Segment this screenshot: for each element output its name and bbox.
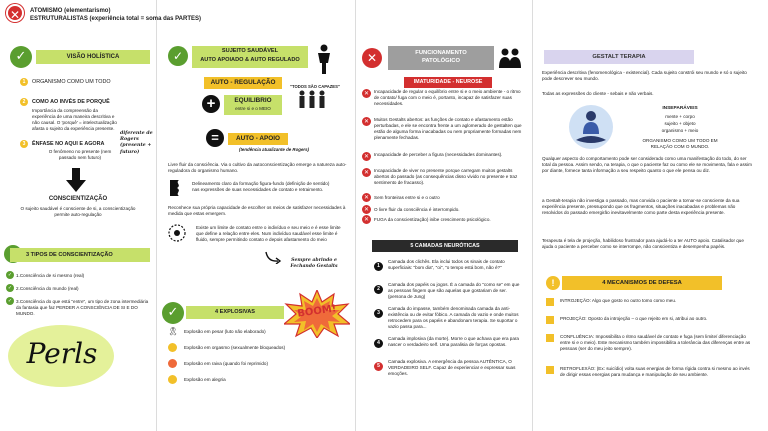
mechanism-bullet xyxy=(546,298,554,306)
number-badge-3: 3 xyxy=(20,140,28,148)
saudavel-p2: Delineamento claro da formação figura-fundo (definição de sentido) nas expressões de suas necessidades de contato e retraimento. xyxy=(192,181,330,192)
x-icon: ✕ xyxy=(362,48,382,68)
camada-4: Camada implosiva (da morte). Morre o que achava que era para nascer o verdadeiro self. Uma paralisia de forças opostas. xyxy=(388,336,519,347)
figure-ground-icon xyxy=(170,180,188,196)
section-title-4-explosivas: 4 EXPLOSIVAS xyxy=(186,306,284,319)
title-line2: AUTO APOIADO & AUTO REGULADO xyxy=(200,56,300,63)
people-icon xyxy=(498,48,522,68)
mechanism-bullet xyxy=(546,316,554,324)
item-aqui-agora: ÊNFASE NO AQUI E AGORA xyxy=(32,141,105,147)
section-title-gestalt-terapia: GESTALT TERAPIA xyxy=(544,50,694,64)
x-icon: ✕ xyxy=(363,169,370,176)
mechanism-bullet xyxy=(546,366,554,374)
column-divider xyxy=(355,0,356,431)
tipo-2: 2.Consciência do mundo (real) xyxy=(16,286,79,291)
inseparavel-3: organismo + meio xyxy=(661,128,699,133)
item-organismo: ORGANISMO COMO UM TODO xyxy=(32,79,111,85)
inseparavel-2: sujeito + objeto xyxy=(664,121,696,126)
x-icon: ✕ xyxy=(363,194,370,201)
section-title-5-camadas: 5 CAMADAS NEURÓTICAS xyxy=(372,240,518,252)
gt-p2: Todas as expressões do cliente - sebais e não verbais. xyxy=(542,91,654,96)
section-title-sujeito-saudavel xyxy=(192,46,308,68)
x-icon: ✕ xyxy=(363,206,370,213)
patologico-3: Incapacidade de perceber a figura (necessidades dominantes). xyxy=(374,152,503,157)
mecanismo-projecao: PROJEÇÃO: Oposto da introjeção – o que rejeito em si, atribui ao outro. xyxy=(560,316,708,321)
explosao-alegria: Explosão em alegria xyxy=(184,377,226,382)
imaturidade-bar: IMATURIDADE - NEUROSE xyxy=(404,77,492,88)
check-icon: ✓ xyxy=(7,298,13,304)
organismo-todo: ORGANISMO COMO UM TODO EM RELAÇÃO COM O MUNDO. xyxy=(642,138,718,149)
warning-icon: ! xyxy=(546,276,560,290)
person-icon xyxy=(316,44,332,74)
check-icon: ✓ xyxy=(7,272,13,278)
explosao-pesar: Explosão em pesar (luto não elaborado) xyxy=(184,329,266,334)
title-line1: SUJEITO SAUDÁVEL xyxy=(221,48,279,54)
patologico-7: FUGA da conscientização) inibe crescimento psicológico. xyxy=(374,217,491,222)
x-icon: ✕ xyxy=(363,90,370,97)
arrow-down-icon xyxy=(66,168,86,192)
number-badge-1: 1 xyxy=(20,78,28,86)
todos-capazes: "TODOS SÃO CAPAZES" xyxy=(290,84,340,89)
mecanismo-introjecao: INTROJEÇÃO: Algo que gosto no outro tomo como meu. xyxy=(560,298,677,303)
group-icon xyxy=(296,90,328,108)
x-icon: ✕ xyxy=(363,153,370,160)
x-icon: ✕ xyxy=(363,216,370,223)
patologico-2: Muitos Gestalts abertos: as funções de contato e afastamento estão perturbadas, e ele se encontra frente a um aglomerado de gestalten que estão de alguma forma inacabadas ou nem propriamente formadas nem plenamente fechadas. xyxy=(374,117,522,140)
conscientizacao-title: CONSCIENTIZAÇÃO xyxy=(48,196,108,202)
explosao-orgasmo: Explosão em orgasmo (sexualmente bloqueados) xyxy=(184,345,286,350)
plus-icon: + xyxy=(202,95,220,113)
number-badge-1: 1 xyxy=(374,262,383,271)
number-badge-2: 2 xyxy=(20,98,28,106)
boom-text: BOOM! xyxy=(296,303,338,320)
check-icon: ✓ xyxy=(10,46,32,68)
mecanismo-confluencia: CONFLUÊNCIA: Impossibilita o ritmo saudável de contato e fuga (sem limite/ diferenciação entre si e o meio). Este mecanismo também impossibilita a tolerância das diferenças entre as pessoas (ser do meu jeito sempre). xyxy=(560,334,751,351)
contact-boundary-icon xyxy=(168,224,186,242)
autoregulacao-bar: AUTO - REGULAÇÃO xyxy=(204,77,282,89)
check-icon: ✓ xyxy=(162,302,184,324)
equilibrio-sub: entre si e o MEIO xyxy=(235,106,271,111)
gestalts-note: Sempre abrindo e Fechando Gestalts xyxy=(290,258,338,269)
check-icon: ✓ xyxy=(168,46,188,66)
mecanismo-retroflexao: RETROFLEXÃO: (Ex: suicídio) volta suas energias de forma rígida contra si mesmo ao invés de dirigir essas energias para mudança e manipulação de seu ambiente. xyxy=(560,366,750,377)
number-badge-2: 2 xyxy=(374,285,383,294)
tipo-1: 1.Consciência de si mesmo (real) xyxy=(16,273,85,278)
header-line2: ESTRUTURALISTAS (experiência total = soma das PARTES) xyxy=(30,16,201,22)
autoapoio-bar: AUTO - APOIO xyxy=(228,133,288,145)
smile-face-icon xyxy=(168,375,177,384)
gt-p3: Qualquer aspecto do comportamento pode ser considerado como uma manifestação do todo, do ser total da pessoa. Assim sendo, na terapia, o que o paciente faz ou como ele se movimenta, fala e assim por diante, fornece tanta informação a seu respeito quanto o que ele pensa ou diz. xyxy=(542,156,752,173)
conscientizacao-desc: O sujeito saudável é consciente de si, a conscientização permite auto-regulação xyxy=(20,206,136,217)
x-icon: ✕ xyxy=(363,118,370,125)
autoapoio-sub: (tendência atualizante de Rogers) xyxy=(238,147,310,152)
tipo-3: 3.Consciência do que está "entre", um tipo de zona intermediária da fantasia que faz PERDER A CONSCIÊNCIA DE SI E DO MUNDO. xyxy=(16,299,149,316)
patologico-4: Incapacidade de viver no presente porque carregam muitos gestalts abertos do passado (as consequências disso vivido no presente e traz sentimento de fracasso). xyxy=(374,168,518,185)
saudavel-p3: Reconhece sua própria capacidade de escolher os meios de satisfazer necessidades à medida que estas emergem. xyxy=(168,205,346,216)
curved-arrow-icon xyxy=(264,250,282,264)
equilibrio-box xyxy=(224,95,282,115)
gt-p5: Terapeuta é tela de projeção, habilidoso frustrador para ajudá-lo a ter AUTO apoio. Catalisador que ajuda o paciente a perceber como se interrompe, não conscientiza e desempenha papéis. xyxy=(542,238,744,249)
title-line2: PATOLÓGICO xyxy=(421,58,460,65)
item-como-desc: Importância da compreensão da experiência de uma maneira descritiva e não causal. O 'porquê' = intelectualização afasta o sujeito da experiência presente. xyxy=(32,108,117,131)
inseparavel-1: mente + corpo xyxy=(665,114,695,119)
gt-p1: Experiência descritiva (fenomenológica - existencial). Cada sujeito constrói seu mundo e só o sujeito pode descrever seu mundo. xyxy=(542,70,747,81)
camada-5: Camada explosiva. A emergência da pessoa AUTÊNTICA, O VERDADEIRO SELF. Capaz de experienciar e expressar suas emoções. xyxy=(388,359,516,376)
saudavel-p4: Existe um limite de contato entre o indivíduo e seu meio e é esse limite que define a relação entre eles. Num indivíduo saudável esse limite é fluido, sempre permitindo contato e depois afastamento do meio xyxy=(196,225,341,242)
explosao-raiva: Explosão em raiva (quando foi reprimido) xyxy=(184,361,269,366)
equals-icon: = xyxy=(206,129,224,147)
x-icon: ✕ xyxy=(6,4,24,22)
section-title-mecanismos: 4 MECANISMOS DE DEFESA xyxy=(562,276,722,290)
item-aqui-agora-desc: O fenômeno no presente (nem passado nem futuro) xyxy=(48,149,112,160)
camada-2: Camada dos papéis ou jogos. É a camada do "como se" em que as pessoas fingem que são aquelas que gostariam de ser. (persona de Jung) xyxy=(388,282,520,299)
camada-3: Camada do impasse, também denominada camada da anti-existência ou de evitar fóbico. A camada do vazio e onde muitos retrocedem para os papéis e abandonam terapia. Se suportar o vazio passa para... xyxy=(388,306,519,329)
number-badge-3: 3 xyxy=(374,309,383,318)
item-como: COMO AO INVÉS DE PORQUÊ xyxy=(32,99,110,105)
section-title-visao-holistica: VISÃO HOLÍSTICA xyxy=(36,50,150,64)
column-divider xyxy=(156,0,157,431)
check-icon: ✓ xyxy=(7,285,13,291)
header-line1: ATOMISMO (elementarismo) xyxy=(30,8,111,14)
equilibrio-label: EQUILIBRIO xyxy=(234,97,272,104)
gt-p4: a Gestalt-terapia não investiga o passado, mas convida o paciente a tornar-se consciente da sua experiência presente, pressupondo que os fragmentos, situações inacabadas e problemas não resolvidos do passado emergirão inevitavelmente como parte desta experiência presente. xyxy=(542,198,740,215)
saudavel-p1: Livre fluir da consciência. Via o cultivo da autoconscientização emerge a natureza auto-reguladora do organismo humano. xyxy=(168,162,347,173)
number-badge-5: 5 xyxy=(374,362,383,371)
perls-logo-text: Perls xyxy=(26,337,98,370)
title-line1: FUNCIONAMENTO xyxy=(415,50,467,56)
angry-face-icon xyxy=(168,359,177,368)
number-badge-4: 4 xyxy=(374,339,383,348)
meditation-person-icon xyxy=(568,104,614,150)
section-title-patologico xyxy=(388,46,494,70)
column-divider xyxy=(532,0,533,431)
camada-1: Camada dos clichês. Ela inclui todos os sinais de contato superficiais: "bom dia", "oi", "o tempo está bom, não é?" xyxy=(388,259,505,270)
patologico-1: Incapacidade de regular o equilíbrio entre si e o meio ambiente - o ritmo de contato/ fuga com o meio é, portanto, incapaz de satisfazer suas necessidades. xyxy=(374,89,521,106)
ribbon-icon: 🎗 xyxy=(168,327,179,336)
inseparaveis-title: INSEPARÁVEIS xyxy=(662,106,698,111)
patologico-6: O livre fluir da consciência é interrompido. xyxy=(374,207,460,212)
side-note-rogers: diferente de Rogers (presente + futuro) xyxy=(120,130,153,155)
face-icon xyxy=(168,343,177,352)
section-title-3-tipos: 3 TIPOS DE CONSCIENTIZAÇÃO xyxy=(10,248,150,262)
mechanism-bullet xyxy=(546,334,554,342)
patologico-5: Sem fronteiras entre si e o outro xyxy=(374,195,440,200)
